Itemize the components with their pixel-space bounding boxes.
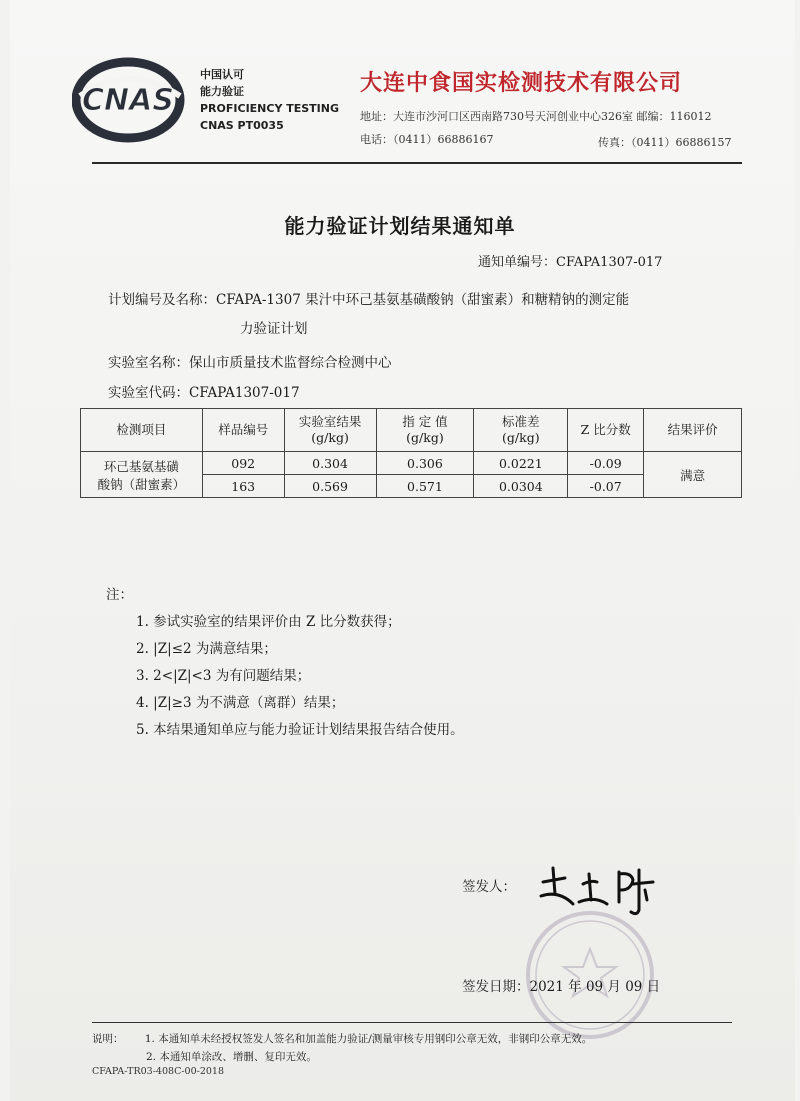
remark-text: 1. 本通知单未经授权签发人签名和加盖能力验证/测量审核专用钢印公章无效，非钢印公章无效。 bbox=[144, 1033, 593, 1045]
table-header-row bbox=[81, 409, 742, 452]
z-cell: -0.09 bbox=[568, 452, 644, 475]
table-row bbox=[81, 452, 742, 475]
cert-line: 中国认可 bbox=[200, 68, 244, 81]
document-page bbox=[10, 0, 795, 1101]
header-result-unit: (g/kg) bbox=[311, 430, 349, 445]
header-eval: 结果评价 bbox=[644, 409, 742, 452]
notice-number: 通知单编号：CFAPA1307-017 bbox=[478, 255, 663, 270]
note-item: 5. 本结果通知单应与能力验证计划结果报告结合使用。 bbox=[136, 722, 464, 738]
header-item: 检测项目 bbox=[81, 409, 203, 452]
signer-label: 签发人： bbox=[462, 879, 516, 895]
lab-code: 实验室代码：CFAPA1307-017 bbox=[108, 385, 300, 401]
header-sd bbox=[474, 409, 568, 452]
footer-divider bbox=[92, 1022, 732, 1023]
header-divider bbox=[92, 162, 742, 164]
notes-heading: 注： bbox=[106, 587, 133, 603]
header-assigned-label: 指 定 值 bbox=[402, 414, 448, 429]
note-item: 4. |Z|≥3 为不满意（离群）结果； bbox=[136, 695, 345, 711]
header-assigned-unit: (g/kg) bbox=[406, 430, 444, 445]
plan-name-continuation: 力验证计划 bbox=[240, 321, 308, 337]
certification-block bbox=[200, 66, 339, 134]
form-code: CFAPA-TR03-408C-00-2018 bbox=[92, 1066, 225, 1077]
company-name: 大连中食国实检测技术有限公司 bbox=[360, 71, 683, 96]
cert-line: 能力验证 bbox=[200, 85, 244, 98]
note-item: 1. 参试实验室的结果评价由 Z 比分数获得； bbox=[136, 614, 401, 630]
sd-cell: 0.0221 bbox=[474, 452, 568, 475]
note-item: 2. |Z|≤2 为满意结果； bbox=[136, 641, 277, 657]
header-z: Z 比分数 bbox=[568, 409, 644, 452]
evaluation-cell: 满意 bbox=[644, 452, 742, 498]
sd-cell: 0.0304 bbox=[474, 475, 568, 498]
logo-text: CNAS bbox=[82, 83, 174, 118]
company-telephone: 电话：（0411）66886167 bbox=[360, 133, 494, 146]
note-item: 3. 2<|Z|<3 为有问题结果； bbox=[136, 668, 311, 684]
remarks-block bbox=[92, 1030, 592, 1066]
results-table bbox=[80, 408, 742, 498]
result-cell: 0.569 bbox=[284, 475, 376, 498]
notes-section bbox=[106, 582, 464, 744]
cnas-logo bbox=[72, 56, 190, 144]
document-title: 能力验证计划结果通知单 bbox=[284, 214, 516, 238]
header-result-label: 实验室结果 bbox=[298, 414, 362, 429]
test-item-cell bbox=[81, 452, 203, 498]
assigned-cell: 0.306 bbox=[376, 452, 474, 475]
header-sd-unit: (g/kg) bbox=[502, 430, 540, 445]
remark-line bbox=[92, 1048, 592, 1066]
header-assigned bbox=[376, 409, 474, 452]
company-address: 地址：大连市沙河口区西南路730号天河创业中心326室 邮编：116012 bbox=[360, 110, 712, 123]
cert-line: CNAS PT0035 bbox=[200, 119, 284, 132]
test-item-line: 环己基氨基磺 bbox=[103, 458, 179, 474]
header-sample: 样品编号 bbox=[202, 409, 284, 452]
header-result bbox=[284, 409, 376, 452]
remark-text: 2. 本通知单涂改、增删、复印无效。 bbox=[146, 1051, 317, 1063]
result-cell: 0.304 bbox=[284, 452, 376, 475]
sample-cell: 163 bbox=[202, 475, 284, 498]
z-cell: -0.07 bbox=[568, 475, 644, 498]
remark-line bbox=[92, 1030, 592, 1048]
header-sd-label: 标准差 bbox=[502, 414, 540, 429]
sample-cell: 092 bbox=[202, 452, 284, 475]
company-fax: 传真：（0411）66886157 bbox=[598, 136, 732, 149]
lab-name: 实验室名称：保山市质量技术监督综合检测中心 bbox=[108, 355, 392, 371]
remarks-label: 说明： bbox=[92, 1033, 124, 1045]
issue-date: 签发日期：2021 年 09 月 09 日 bbox=[462, 979, 661, 995]
cert-line: PROFICIENCY TESTING bbox=[200, 102, 340, 115]
test-item-line: 酸钠（甜蜜素） bbox=[97, 476, 186, 492]
plan-name-line: 计划编号及名称：CFAPA-1307 果汁中环己基氨基磺酸钠（甜蜜素）和糖精钠的测定能 bbox=[108, 292, 630, 308]
assigned-cell: 0.571 bbox=[376, 475, 474, 498]
